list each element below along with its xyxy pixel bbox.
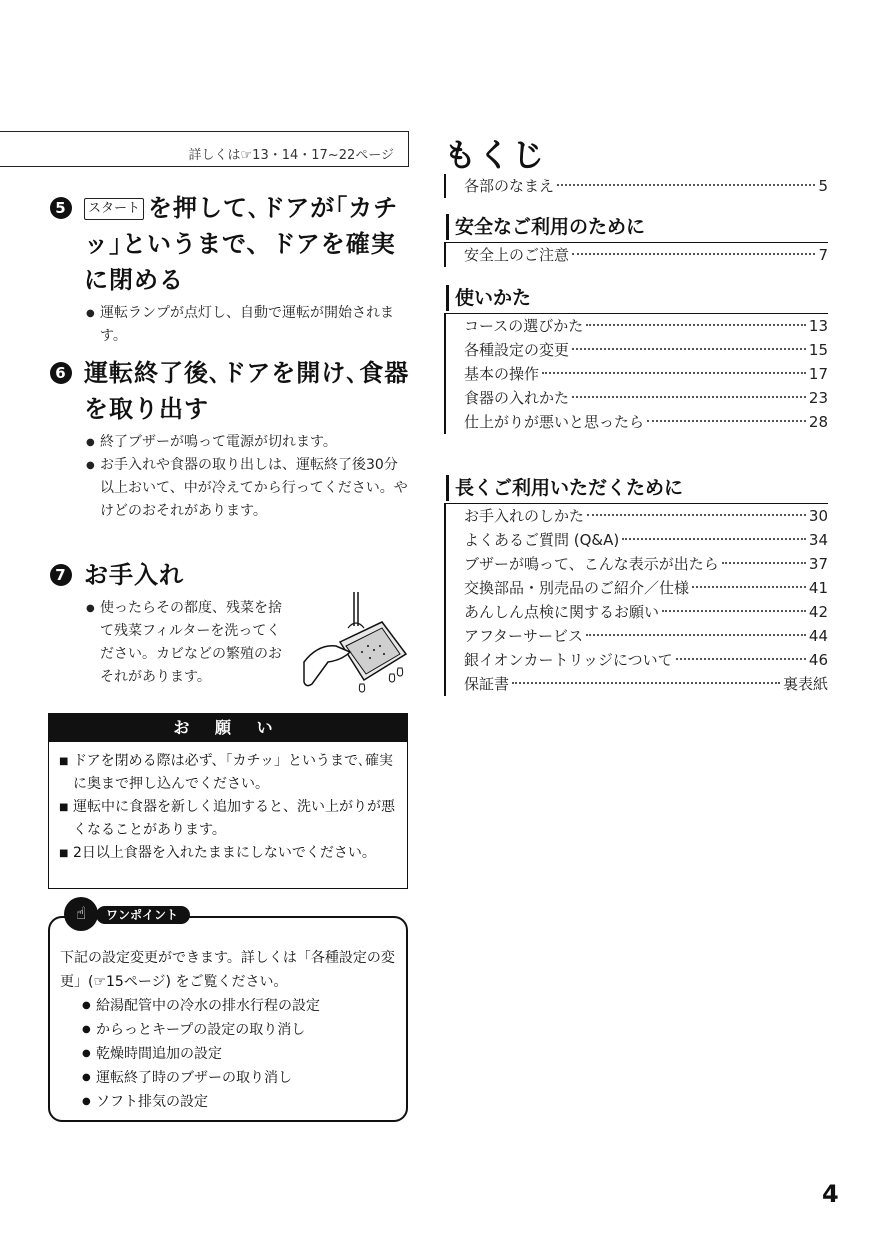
step-title: お手入れ <box>84 561 184 589</box>
step-bullet: ● 運転ランプが点灯し、自動で運転が開始されます。 <box>86 302 410 348</box>
one-point-tab <box>62 897 192 933</box>
step-number: 7 <box>50 564 72 586</box>
one-point-box <box>48 916 408 1122</box>
step-5 <box>50 190 410 348</box>
toc-item[interactable]: 銀イオンカートリッジについて 46 <box>464 651 828 669</box>
one-point-label: ワンポイント <box>96 906 190 924</box>
request-box <box>48 713 408 889</box>
toc-item[interactable]: お手入れのしかた 30 <box>464 507 828 525</box>
toc-group-usage <box>444 313 828 434</box>
step-number: 6 <box>50 362 72 384</box>
one-point-item: ● 乾燥時間追加の設定 <box>82 1042 396 1066</box>
toc-group-safety <box>444 242 828 267</box>
reference-text: 詳しくは☞13・14・17~22ページ <box>188 148 394 163</box>
toc-item[interactable]: 各部のなまえ 5 <box>464 177 828 195</box>
page-number: 4 <box>822 1180 839 1208</box>
toc-group-top <box>444 174 828 198</box>
toc-item[interactable]: 各種設定の変更 15 <box>464 341 828 359</box>
toc-item[interactable]: よくあるご質問 (Q&A) 34 <box>464 531 828 549</box>
one-point-item: ● 給湯配管中の冷水の排水行程の設定 <box>82 994 396 1018</box>
start-key: スタート <box>84 198 144 220</box>
one-point-item: ● 運転終了時のブザーの取り消し <box>82 1066 396 1090</box>
one-point-item: ● からっとキープの設定の取り消し <box>82 1018 396 1042</box>
step-title: を押して､ドアが｢カチッ｣というまで、ドアを確実に閉める <box>84 194 399 294</box>
toc-item[interactable]: アフターサービス 44 <box>464 627 828 645</box>
request-item: ■ 運転中に食器を新しく追加すると、洗い上がりが悪くなることがあります。 <box>59 796 397 842</box>
toc-item[interactable]: コースの選びかた 13 <box>464 317 828 335</box>
step-number: 5 <box>50 197 72 219</box>
one-point-intro: 下記の設定変更ができます。詳しくは「各種設定の変更」(☞15ページ) をご覧ください。 <box>60 950 395 990</box>
toc-section-heading: 安全なご利用のために <box>446 214 828 240</box>
request-box-title: お 願 い <box>49 714 407 742</box>
pointing-hand-icon: ☝ <box>64 897 98 931</box>
step-bullet: ● 使ったらその都度、残菜を捨て残菜フィルターを洗ってください。カビなどの繁殖のおそれがあります。 <box>86 597 286 689</box>
toc-item[interactable]: 食器の入れかた 23 <box>464 389 828 407</box>
toc-item[interactable]: ブザーが鳴って、こんな表示が出たら 37 <box>464 555 828 573</box>
step-bullet: ● お手入れや食器の取り出しは、運転終了後30分以上おいて、中が冷えてから行ってください。やけどのおそれがあります。 <box>86 454 410 523</box>
step-bullet: ● 終了ブザーが鳴って電源が切れます。 <box>86 431 410 454</box>
toc-section-heading: 使いかた <box>446 285 828 311</box>
toc-title: もくじ <box>444 136 547 174</box>
toc-item[interactable]: 安全上のご注意 7 <box>464 246 828 264</box>
toc-item[interactable]: 仕上がりが悪いと思ったら 28 <box>464 413 828 431</box>
toc-item[interactable]: あんしん点検に関するお願い 42 <box>464 603 828 621</box>
request-item: ■ ドアを閉める際は必ず、「カチッ」というまで､確実に奥まで押し込んでください。 <box>59 750 397 796</box>
toc-group-care <box>444 503 828 696</box>
reference-bar <box>0 131 409 167</box>
toc-item[interactable]: 交換部品・別売品のご紹介／仕様 41 <box>464 579 828 597</box>
one-point-item: ● ソフト排気の設定 <box>82 1090 396 1114</box>
step-6 <box>50 355 410 523</box>
toc-item[interactable]: 保証書 裏表紙 <box>464 675 828 693</box>
toc-item[interactable]: 基本の操作 17 <box>464 365 828 383</box>
toc-section-heading: 長くご利用いただくために <box>446 475 828 501</box>
request-item: ■ 2日以上食器を入れたままにしないでください。 <box>59 842 397 865</box>
filter-cleaning-illustration <box>298 588 410 698</box>
step-title: 運転終了後､ドアを開け､食器を取り出す <box>84 359 410 423</box>
